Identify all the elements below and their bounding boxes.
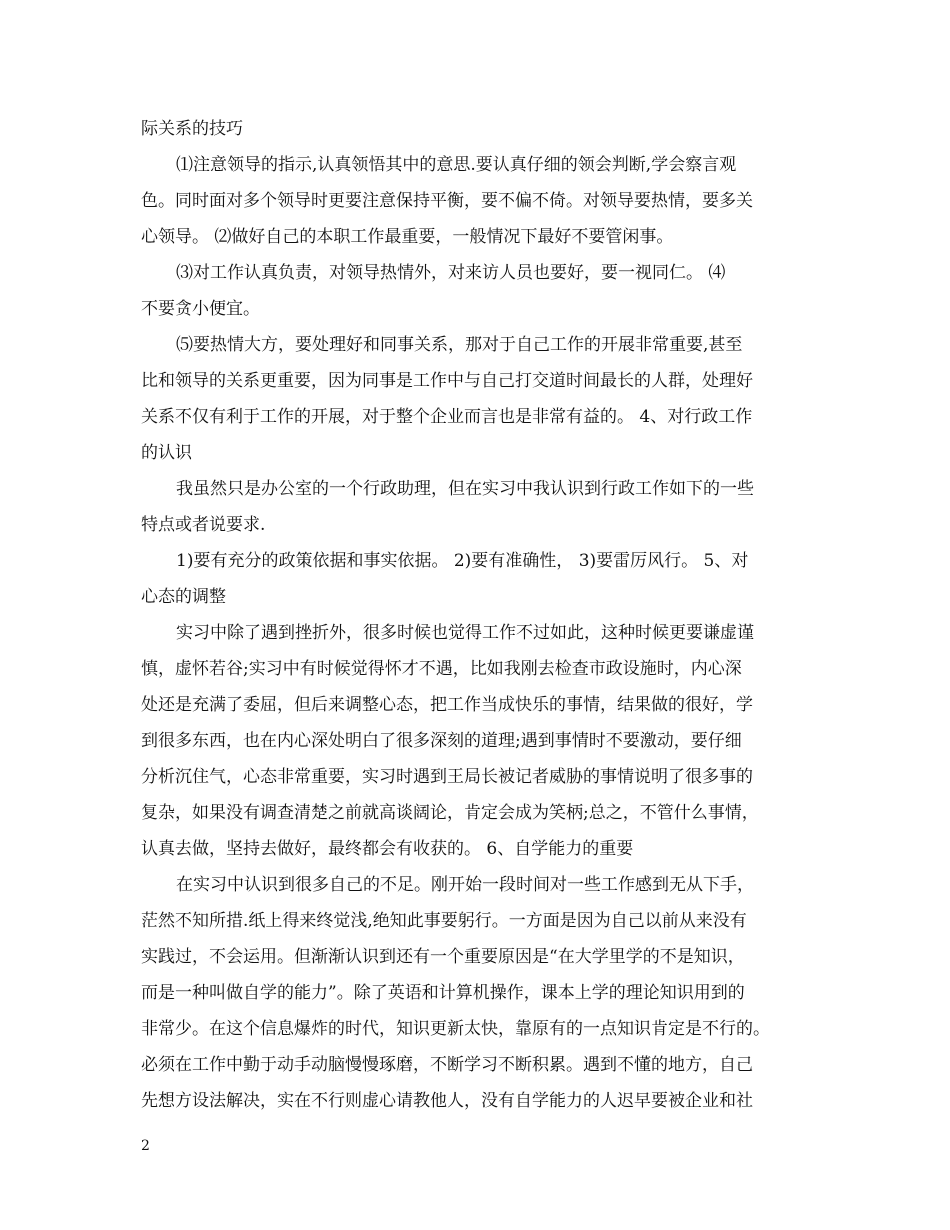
text-line: 必须在工作中勤于动手动脑慢慢琢磨，不断学习不断积累。遇到不懂的地方，自己 bbox=[141, 1055, 753, 1075]
text-line: 特点或者说要求. bbox=[141, 515, 266, 535]
text-line: 我虽然只是办公室的一个行政助理，但在实习中我认识到行政工作如下的一些 bbox=[176, 479, 754, 499]
text-line: 关系不仅有利于工作的开展，对于整个企业而言也是非常有益的。 4、对行政工作 bbox=[141, 407, 753, 427]
text-line: 到很多东西，也在内心深处明白了很多深刻的道理;遇到事情时不要激动，要仔细 bbox=[141, 731, 742, 751]
text-line: 先想方设法解决，实在不行则虚心请教他人，没有自学能力的人迟早要被企业和社 bbox=[141, 1091, 753, 1111]
text-line: 分析沉住气，心态非常重要，实习时遇到王局长被记者威胁的事情说明了很多事的 bbox=[141, 767, 753, 787]
text-line: 际关系的技巧 bbox=[141, 119, 243, 139]
text-line: 比和领导的关系更重要，因为同事是工作中与自己打交道时间最长的人群，处理好 bbox=[141, 371, 753, 391]
text-line: ⑶对工作认真负责，对领导热情外，对来访人员也要好，要一视同仁。 ⑷ bbox=[176, 263, 726, 283]
text-line: 非常少。在这个信息爆炸的时代，知识更新太快，靠原有的一点知识肯定是不行的。 bbox=[141, 1019, 770, 1039]
text-line: 色。同时面对多个领导时更要注意保持平衡，要不偏不倚。对领导要热情，要多关 bbox=[141, 191, 753, 211]
text-line: ⑴注意领导的指示,认真领悟其中的意思.要认真仔细的领会判断,学会察言观 bbox=[176, 155, 737, 175]
text-line: 在实习中认识到很多自己的不足。刚开始一段时间对一些工作感到无从下手， bbox=[176, 875, 754, 895]
text-line: 茫然不知所措.纸上得来终觉浅,绝知此事要躬行。一方面是因为自己以前从来没有 bbox=[141, 911, 747, 931]
text-line: 而是一种叫做自学的能力”。除了英语和计算机操作，课本上学的理论知识用到的 bbox=[141, 983, 745, 1003]
text-line: 不要贪小便宜。 bbox=[141, 299, 260, 319]
text-line: 1)要有充分的政策依据和事实依据。 2)要有准确性， 3)要雷厉风行。 5、对 bbox=[176, 551, 749, 571]
page-number: 2 bbox=[141, 1138, 150, 1154]
text-line: ⑸要热情大方，要处理好和同事关系，那对于自己工作的开展非常重要,甚至 bbox=[176, 335, 743, 355]
text-line: 认真去做，坚持去做好，最终都会有收获的。 6、自学能力的重要 bbox=[141, 839, 634, 859]
text-line: 实践过，不会运用。但渐渐认识到还有一个重要原因是“在大学里学的不是知识， bbox=[141, 947, 745, 967]
text-line: 复杂，如果没有调查清楚之前就高谈阔论，肯定会成为笑柄;总之，不管什么事情， bbox=[141, 803, 759, 823]
text-line: 心态的调整 bbox=[141, 587, 226, 607]
text-line: 心领导。 ⑵做好自己的本职工作最重要，一般情况下最好不要管闲事。 bbox=[141, 227, 674, 247]
text-line: 处还是充满了委屈，但后来调整心态，把工作当成快乐的事情，结果做的很好，学 bbox=[141, 695, 753, 715]
text-line: 慎，虚怀若谷;实习中有时候觉得怀才不遇，比如我刚去检查市政设施时，内心深 bbox=[141, 659, 742, 679]
text-line: 实习中除了遇到挫折外，很多时候也觉得工作不过如此，这种时候更要谦虚谨 bbox=[176, 623, 754, 643]
text-line: 的认识 bbox=[141, 443, 192, 463]
